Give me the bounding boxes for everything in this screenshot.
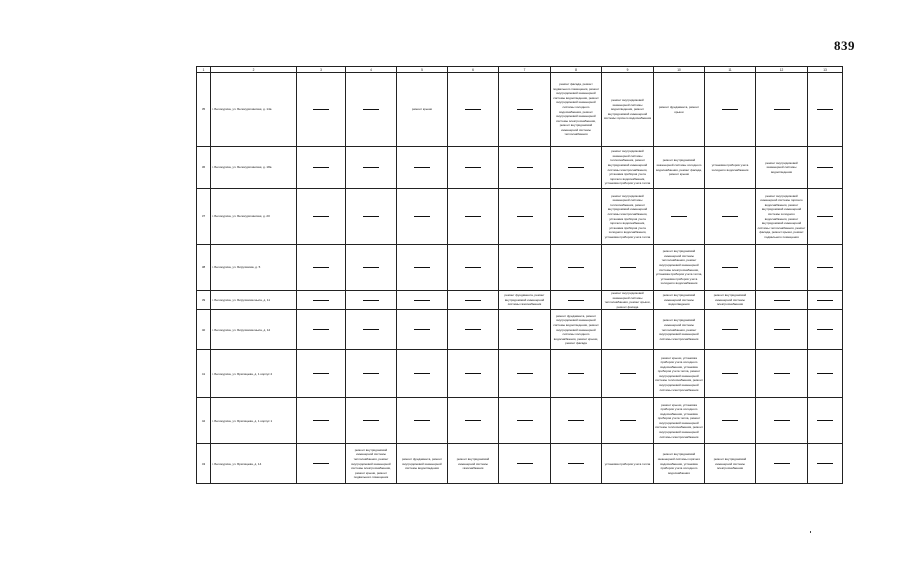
table-body bbox=[197, 73, 843, 484]
dash-mark bbox=[722, 329, 738, 330]
work-type-cell: ремонт фундамента, ремонт внутридомовой инженерной системы водоотведения, ремонт внутридомовой инженерной системы холодного водоснабжения, ремонт крыши, ремонт фасада bbox=[551, 310, 602, 350]
empty-cell bbox=[705, 245, 756, 291]
work-type-cell: ремонт крыши, установка приборов учета холодного водоснабжения, установка приборов учета тепла, ремонт внутридомовой инженерной системы теплоснабжения, ремонт внутридомовой инженерной системы электроснабжения bbox=[654, 350, 705, 398]
empty-cell bbox=[756, 310, 808, 350]
empty-cell bbox=[808, 189, 843, 245]
dash-mark bbox=[722, 373, 738, 374]
empty-cell bbox=[602, 245, 654, 291]
empty-cell bbox=[448, 350, 499, 398]
row-number: 41 bbox=[197, 350, 211, 398]
dash-mark bbox=[817, 373, 833, 374]
empty-cell bbox=[705, 398, 756, 444]
column-number: 6 bbox=[448, 67, 499, 73]
empty-cell bbox=[448, 73, 499, 147]
dash-mark bbox=[817, 216, 833, 217]
page-number: 839 bbox=[834, 38, 855, 53]
empty-cell bbox=[551, 245, 602, 291]
dash-mark bbox=[517, 267, 533, 268]
empty-cell bbox=[808, 245, 843, 291]
column-number: 1 bbox=[197, 67, 211, 73]
table-row bbox=[197, 398, 843, 444]
dash-mark bbox=[774, 420, 790, 421]
row-address: г. Белокуриха, ул. Братищева, д. 1 корпус 2 bbox=[211, 350, 297, 398]
empty-cell bbox=[808, 350, 843, 398]
table-row bbox=[197, 73, 843, 147]
stray-mark bbox=[810, 531, 811, 533]
dash-mark bbox=[568, 167, 584, 168]
work-type-cell: ремонт внутридомовой инженерной системы горячего водоснабжения, установка приборов учета холодного водоснабжения bbox=[654, 444, 705, 484]
empty-cell bbox=[448, 189, 499, 245]
table-row bbox=[197, 245, 843, 291]
row-address: г. Белокуриха, ул. Бируликова, д. 5 bbox=[211, 245, 297, 291]
work-type-cell: ремонт внутридомовой инженерной системы электроснабжения bbox=[705, 291, 756, 310]
empty-cell bbox=[397, 398, 448, 444]
repair-schedule-table bbox=[196, 66, 843, 484]
table-row bbox=[197, 350, 843, 398]
empty-cell bbox=[448, 291, 499, 310]
row-number: 39 bbox=[197, 291, 211, 310]
dash-mark bbox=[817, 463, 833, 464]
empty-cell bbox=[297, 350, 346, 398]
dash-mark bbox=[414, 267, 430, 268]
dash-mark bbox=[817, 329, 833, 330]
dash-mark bbox=[620, 373, 636, 374]
dash-mark bbox=[568, 216, 584, 217]
dash-mark bbox=[465, 267, 481, 268]
dash-mark bbox=[817, 167, 833, 168]
work-type-cell: ремонт внутридомовой инженерной системы электроснабжения bbox=[705, 444, 756, 484]
work-type-cell: ремонт внутридомовой инженерной системы теплоснабжения, ремонт крыши, ремонт фасада bbox=[602, 291, 654, 310]
column-number: 8 bbox=[551, 67, 602, 73]
empty-cell bbox=[397, 310, 448, 350]
column-number: 13 bbox=[808, 67, 843, 73]
dash-mark bbox=[722, 420, 738, 421]
dash-mark bbox=[313, 167, 329, 168]
empty-cell bbox=[499, 398, 551, 444]
row-address: г. Белокуриха, ул. Белокурихинская, д. 18а bbox=[211, 147, 297, 189]
dash-mark bbox=[774, 329, 790, 330]
dash-mark bbox=[465, 216, 481, 217]
dash-mark bbox=[313, 109, 329, 110]
row-number: 43 bbox=[197, 444, 211, 484]
table-row bbox=[197, 291, 843, 310]
empty-cell bbox=[756, 73, 808, 147]
empty-cell bbox=[297, 310, 346, 350]
work-type-cell: ремонт фундамента, ремонт крыши bbox=[654, 73, 705, 147]
dash-mark bbox=[363, 373, 379, 374]
column-number: 5 bbox=[397, 67, 448, 73]
dash-mark bbox=[414, 329, 430, 330]
dash-mark bbox=[774, 109, 790, 110]
work-type-cell: ремонт внутридомовой инженерной системы теплоснабжения, ремонт внутридомовой инженерной системы электроснабжения, установка приборов учета горячего водоснабжения, установка приборов учета тепла bbox=[602, 147, 654, 189]
work-type-cell: ремонт внутридомовой инженерной системы теплоснабжения, ремонт внутридомовой инженерной системы электроснабжения bbox=[654, 310, 705, 350]
empty-cell bbox=[756, 398, 808, 444]
column-number: 10 bbox=[654, 67, 705, 73]
empty-cell bbox=[397, 147, 448, 189]
dash-mark bbox=[620, 329, 636, 330]
dash-mark bbox=[313, 373, 329, 374]
empty-cell bbox=[297, 291, 346, 310]
dash-mark bbox=[817, 267, 833, 268]
work-type-cell: ремонт фасада, ремонт подвального помещения, ремонт внутридомовой инженерной системы водоотведения, ремонт внутридомовой инженерной системы холодного водоснабжения, ремонт внутридомовой инженерной системы электроснабжения, ремонт внутридомовой инженерной системы теплоснабжения bbox=[551, 73, 602, 147]
dash-mark bbox=[363, 267, 379, 268]
empty-cell bbox=[499, 245, 551, 291]
dash-mark bbox=[817, 300, 833, 301]
empty-cell bbox=[448, 147, 499, 189]
dash-mark bbox=[517, 109, 533, 110]
empty-cell bbox=[551, 189, 602, 245]
empty-cell bbox=[551, 147, 602, 189]
work-type-cell: ремонт внутридомовой инженерной системы холодного водоснабжения, ремонт фасада, ремонт крыши bbox=[654, 147, 705, 189]
dash-mark bbox=[774, 300, 790, 301]
dash-mark bbox=[465, 300, 481, 301]
dash-mark bbox=[313, 216, 329, 217]
empty-cell bbox=[756, 245, 808, 291]
empty-cell bbox=[551, 350, 602, 398]
column-number: 2 bbox=[211, 67, 297, 73]
dash-mark bbox=[363, 167, 379, 168]
work-type-cell: ремонт внутридомовой инженерной системы теплоснабжения, ремонт внутридомовой инженерной системы электроснабжения, установка приборов учета горячего водоснабжения, установка приборов учета холодного водоснабжения, установка приборов учета тепла bbox=[602, 189, 654, 245]
empty-cell bbox=[397, 350, 448, 398]
row-address: г. Белокуриха, ул. Бируликова мыса, д. 12 bbox=[211, 310, 297, 350]
empty-cell bbox=[705, 310, 756, 350]
work-type-cell: установка приборов учета тепла bbox=[602, 444, 654, 484]
empty-cell bbox=[756, 291, 808, 310]
column-number: 7 bbox=[499, 67, 551, 73]
empty-cell bbox=[499, 73, 551, 147]
dash-mark bbox=[313, 463, 329, 464]
dash-mark bbox=[517, 329, 533, 330]
empty-cell bbox=[448, 398, 499, 444]
dash-mark bbox=[620, 267, 636, 268]
dash-mark bbox=[414, 167, 430, 168]
work-type-cell: ремонт внутридомовой инженерной системы газоснабжения bbox=[448, 444, 499, 484]
empty-cell bbox=[602, 350, 654, 398]
dash-mark bbox=[465, 167, 481, 168]
empty-cell bbox=[808, 147, 843, 189]
dash-mark bbox=[465, 373, 481, 374]
dash-mark bbox=[465, 329, 481, 330]
dash-mark bbox=[568, 420, 584, 421]
dash-mark bbox=[414, 216, 430, 217]
row-number: 36 bbox=[197, 147, 211, 189]
dash-mark bbox=[568, 373, 584, 374]
row-number: 38 bbox=[197, 245, 211, 291]
empty-cell bbox=[397, 291, 448, 310]
dash-mark bbox=[363, 216, 379, 217]
empty-cell bbox=[346, 245, 397, 291]
dash-mark bbox=[620, 420, 636, 421]
dash-mark bbox=[465, 420, 481, 421]
dash-mark bbox=[313, 329, 329, 330]
dash-mark bbox=[568, 267, 584, 268]
empty-cell bbox=[705, 350, 756, 398]
empty-cell bbox=[654, 189, 705, 245]
column-number: 9 bbox=[602, 67, 654, 73]
table-row bbox=[197, 147, 843, 189]
dash-mark bbox=[817, 109, 833, 110]
work-type-cell: ремонт фундамента, ремонт внутридомовой инженерной системы газоснабжения bbox=[499, 291, 551, 310]
dash-mark bbox=[722, 216, 738, 217]
work-type-cell: ремонт внутридомовой инженерной системы горячего водоснабжения, ремонт внутридомовой инженерной системы холодного водоснабжения, ремонт внутридомовой инженерной системы теплоснабжения, ремонт фасада, ремонт крыши, ремонт подвального помещения bbox=[756, 189, 808, 245]
empty-cell bbox=[499, 189, 551, 245]
table-row bbox=[197, 189, 843, 245]
empty-cell bbox=[346, 398, 397, 444]
work-type-cell: ремонт внутридомовой инженерной системы водоотведения bbox=[756, 147, 808, 189]
empty-cell bbox=[297, 73, 346, 147]
empty-cell bbox=[297, 444, 346, 484]
column-number: 11 bbox=[705, 67, 756, 73]
work-type-cell: ремонт внутридомовой инженерной системы теплоснабжения, ремонт внутридомовой инженерной системы электроснабжения, ремонт крыши, ремонт подвального помещения bbox=[346, 444, 397, 484]
table-row bbox=[197, 310, 843, 350]
empty-cell bbox=[756, 444, 808, 484]
work-type-cell: ремонт фундамента, ремонт внутридомовой инженерной системы водоотведения bbox=[397, 444, 448, 484]
empty-cell bbox=[808, 73, 843, 147]
dash-mark bbox=[363, 109, 379, 110]
row-number: 42 bbox=[197, 398, 211, 444]
empty-cell bbox=[448, 310, 499, 350]
empty-cell bbox=[297, 147, 346, 189]
empty-cell bbox=[346, 73, 397, 147]
dash-mark bbox=[774, 463, 790, 464]
empty-cell bbox=[756, 350, 808, 398]
dash-mark bbox=[517, 216, 533, 217]
row-number: 37 bbox=[197, 189, 211, 245]
empty-cell bbox=[297, 189, 346, 245]
dash-mark bbox=[313, 300, 329, 301]
empty-cell bbox=[499, 147, 551, 189]
column-number: 3 bbox=[297, 67, 346, 73]
empty-cell bbox=[808, 398, 843, 444]
dash-mark bbox=[313, 420, 329, 421]
work-type-cell: ремонт внутридомовой инженерной системы водоотведения bbox=[654, 291, 705, 310]
row-number: 40 bbox=[197, 310, 211, 350]
dash-mark bbox=[722, 109, 738, 110]
dash-mark bbox=[568, 300, 584, 301]
row-number: 35 bbox=[197, 73, 211, 147]
empty-cell bbox=[346, 350, 397, 398]
dash-mark bbox=[517, 373, 533, 374]
dash-mark bbox=[817, 420, 833, 421]
empty-cell bbox=[499, 310, 551, 350]
column-number: 4 bbox=[346, 67, 397, 73]
row-address: г. Белокуриха, ул. Бируликова мыса, д. 11 bbox=[211, 291, 297, 310]
dash-mark bbox=[774, 267, 790, 268]
empty-cell bbox=[297, 398, 346, 444]
row-address: г. Белокуриха, ул. Белокурихинская, д. 20 bbox=[211, 189, 297, 245]
empty-cell bbox=[397, 189, 448, 245]
empty-cell bbox=[448, 245, 499, 291]
empty-cell bbox=[346, 310, 397, 350]
work-type-cell: ремонт внутридомовой инженерной системы теплоснабжения, ремонт внутридомовой инженерной системы электроснабжения, установка приборов учета тепла, установка приборов учета холодного водоснабжения bbox=[654, 245, 705, 291]
row-address: г. Белокуриха, ул. Белокурихинская, д. 14а bbox=[211, 73, 297, 147]
dash-mark bbox=[517, 463, 533, 464]
work-type-cell: ремонт крыши bbox=[397, 73, 448, 147]
work-type-cell: ремонт внутридомовой инженерной системы водоотведения, ремонт внутридомовой инженерной системы горячего водоснабжения bbox=[602, 73, 654, 147]
dash-mark bbox=[517, 420, 533, 421]
empty-cell bbox=[551, 291, 602, 310]
empty-cell bbox=[499, 444, 551, 484]
empty-cell bbox=[499, 350, 551, 398]
dash-mark bbox=[465, 109, 481, 110]
empty-cell bbox=[297, 245, 346, 291]
empty-cell bbox=[346, 189, 397, 245]
dash-mark bbox=[517, 167, 533, 168]
empty-cell bbox=[602, 310, 654, 350]
dash-mark bbox=[363, 300, 379, 301]
empty-cell bbox=[808, 444, 843, 484]
row-address: г. Белокуриха, ул. Братищева, д. 1 корпус 1 bbox=[211, 398, 297, 444]
row-address: г. Белокуриха, ул. Братищева, д. 14 bbox=[211, 444, 297, 484]
dash-mark bbox=[722, 267, 738, 268]
column-number: 12 bbox=[756, 67, 808, 73]
empty-cell bbox=[808, 291, 843, 310]
empty-cell bbox=[551, 444, 602, 484]
dash-mark bbox=[313, 267, 329, 268]
dash-mark bbox=[414, 373, 430, 374]
dash-mark bbox=[363, 420, 379, 421]
dash-mark bbox=[568, 463, 584, 464]
empty-cell bbox=[346, 291, 397, 310]
dash-mark bbox=[414, 300, 430, 301]
dash-mark bbox=[414, 420, 430, 421]
empty-cell bbox=[705, 73, 756, 147]
dash-mark bbox=[671, 216, 687, 217]
empty-cell bbox=[551, 398, 602, 444]
table-row bbox=[197, 444, 843, 484]
dash-mark bbox=[774, 373, 790, 374]
work-type-cell: ремонт крыши, установка приборов учета холодного водоснабжения, установка приборов учета тепла, ремонт внутридомовой инженерной системы теплоснабжения, ремонт внутридомовой инженерной системы электроснабжения bbox=[654, 398, 705, 444]
empty-cell bbox=[808, 310, 843, 350]
work-type-cell: установка приборов учета холодного водоснабжения bbox=[705, 147, 756, 189]
empty-cell bbox=[705, 189, 756, 245]
empty-cell bbox=[602, 398, 654, 444]
dash-mark bbox=[363, 329, 379, 330]
empty-cell bbox=[346, 147, 397, 189]
empty-cell bbox=[397, 245, 448, 291]
